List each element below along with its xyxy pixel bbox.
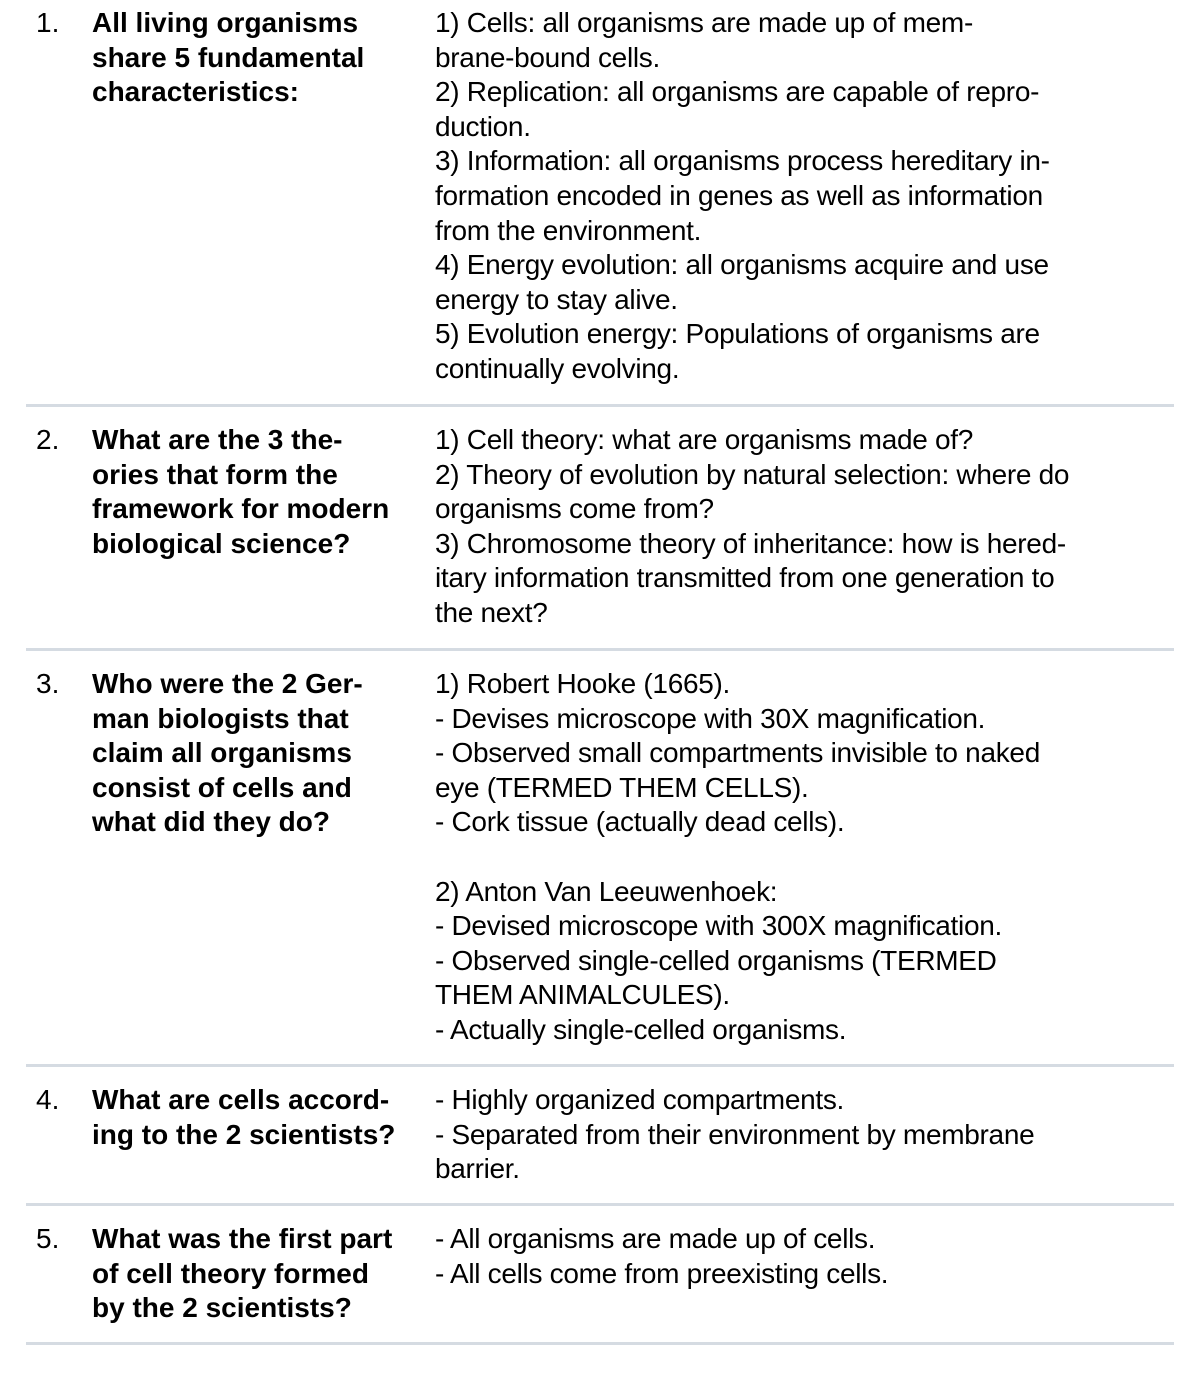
question-line: What are cells accord- — [92, 1084, 390, 1115]
card-answer — [435, 667, 1174, 1048]
answer-line: - Cork tissue (actually dead cells). — [435, 806, 845, 838]
question-line: ories that form the — [92, 458, 338, 490]
question-line: ing to the 2 scientists? — [92, 1118, 396, 1150]
answer-line: - Devises microscope with 30X magnification. — [435, 702, 986, 734]
answer-line: 4) Energy evolution: all organisms acquire and use — [435, 249, 1049, 281]
answer-line: - Separated from their environment by membrane — [435, 1118, 1035, 1150]
answer-line: 2) Theory of evolution by natural selection: where do — [435, 458, 1070, 490]
question-line: claim all organisms — [92, 737, 352, 769]
card-answer — [435, 1083, 1174, 1187]
question-line: biological science? — [92, 527, 351, 559]
question-line: Who were the 2 Ger- — [92, 668, 363, 699]
question-line: what did they do? — [92, 806, 330, 838]
answer-line: duction. — [435, 110, 531, 142]
answer-line: 3) Information: all organisms process hereditary in- — [435, 145, 1050, 177]
question-line: characteristics: — [92, 76, 300, 108]
answer-line: the next? — [435, 596, 548, 628]
question-line: All living organisms — [92, 7, 359, 38]
answer-line: - Highly organized compartments. — [435, 1084, 845, 1115]
card-answer — [435, 423, 1174, 631]
answer-line: 2) Anton Van Leeuwenhoek: — [435, 875, 778, 907]
card-answer — [435, 6, 1174, 387]
flashcard — [26, 421, 1174, 651]
question-line: share 5 fundamental — [92, 41, 365, 73]
answer-line: 5) Evolution energy: Populations of organisms are — [435, 318, 1040, 350]
flashcard — [26, 1220, 1174, 1345]
card-number: 4. — [36, 1084, 60, 1115]
card-question — [92, 6, 435, 110]
answer-line: 1) Cell theory: what are organisms made of? — [435, 424, 974, 455]
answer-line: THEM ANIMALCULES). — [435, 979, 730, 1011]
answer-line: barrier. — [435, 1153, 520, 1185]
flashcard-list — [26, 4, 1174, 1345]
answer-line: 1) Robert Hooke (1665). — [435, 668, 731, 699]
answer-line: organisms come from? — [435, 493, 714, 525]
answer-line: - Actually single-celled organisms. — [435, 1013, 847, 1045]
answer-line: 2) Replication: all organisms are capable of repro- — [435, 76, 1040, 108]
answer-line: itary information transmitted from one generation to — [435, 562, 1055, 594]
answer-line: continually evolving. — [435, 352, 680, 384]
answer-line: energy to stay alive. — [435, 283, 678, 315]
card-number: 1. — [36, 7, 60, 38]
card-number: 2. — [36, 424, 60, 455]
answer-line: - Devised microscope with 300X magnification. — [435, 910, 1002, 942]
answer-line: - All organisms are made up of cells. — [435, 1223, 876, 1254]
flashcard — [26, 1081, 1174, 1206]
question-line: framework for modern — [92, 493, 390, 525]
question-line: What was the first part — [92, 1223, 393, 1254]
answer-line: from the environment. — [435, 214, 702, 246]
card-number: 3. — [36, 668, 60, 699]
card-question — [92, 667, 435, 840]
answer-line: eye (TERMED THEM CELLS). — [435, 771, 809, 803]
answer-line: 1) Cells: all organisms are made up of mem- — [435, 7, 973, 38]
card-question — [92, 1083, 435, 1152]
question-line: by the 2 scientists? — [92, 1292, 352, 1324]
question-line: What are the 3 the- — [92, 424, 343, 455]
answer-line: formation encoded in genes as well as information — [435, 179, 1043, 211]
answer-line: 3) Chromosome theory of inheritance: how is hered- — [435, 527, 1066, 559]
flashcard — [26, 4, 1174, 407]
question-line: of cell theory formed — [92, 1257, 369, 1289]
card-question — [92, 423, 435, 561]
card-question — [92, 1222, 435, 1326]
question-line: consist of cells and — [92, 771, 352, 803]
card-answer — [435, 1222, 1174, 1291]
answer-line: brane-bound cells. — [435, 41, 660, 73]
answer-line — [435, 840, 1174, 875]
flashcard — [26, 665, 1174, 1067]
answer-line: - Observed small compartments invisible to naked — [435, 737, 1040, 769]
answer-line: - All cells come from preexisting cells. — [435, 1257, 889, 1289]
answer-line: - Observed single-celled organisms (TERMED — [435, 944, 997, 976]
question-line: man biologists that — [92, 702, 349, 734]
card-number: 5. — [36, 1223, 60, 1254]
